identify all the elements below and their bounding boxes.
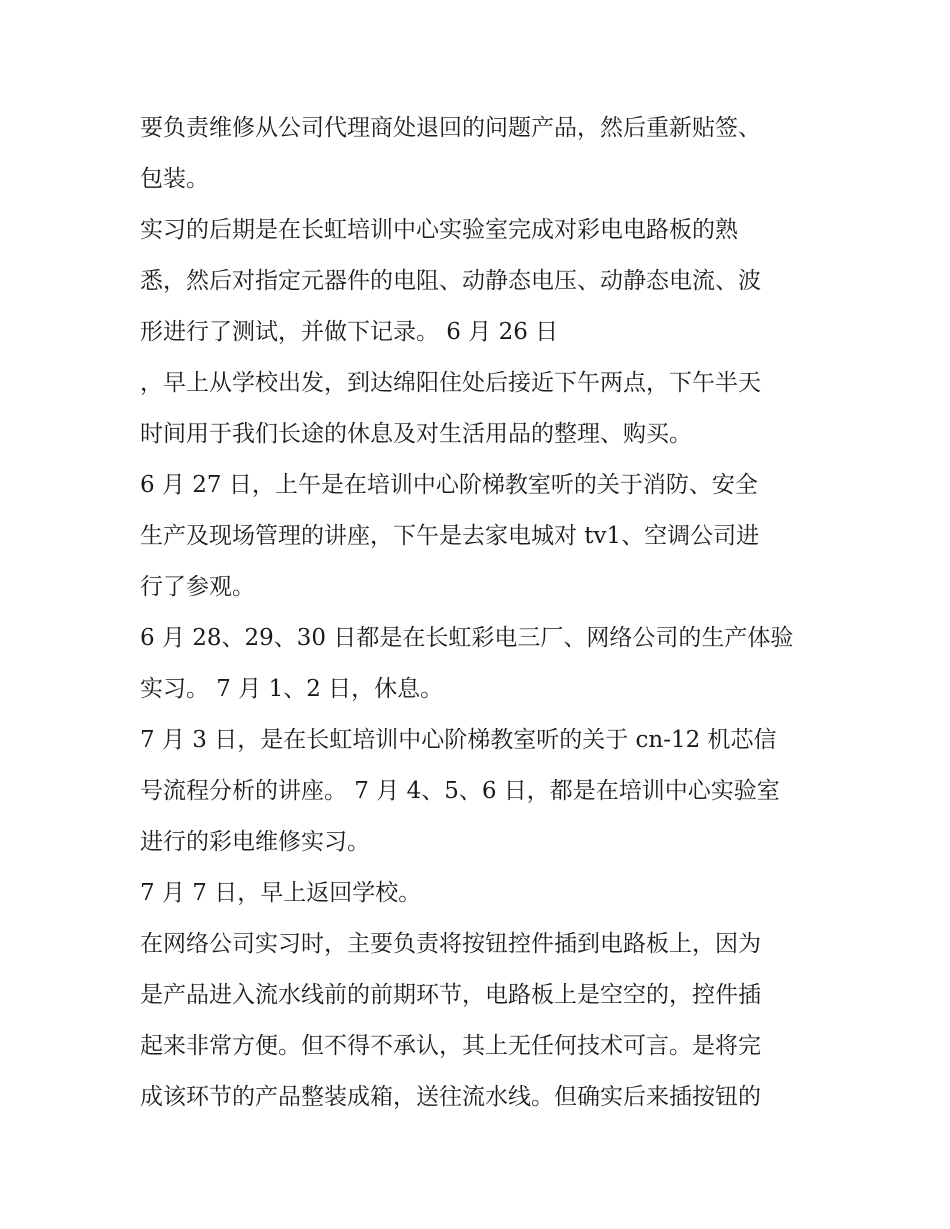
text-line-6: ，早上从学校出发，到达绵阳住处后接近下午两点，下午半天 [140, 370, 761, 396]
text-line-17: 在网络公司实习时，主要负责将按钮控件插到电路板上，因为 [140, 931, 761, 957]
text-line-10: 行了参观。 [140, 574, 255, 600]
text-line-14: 号流程分析的讲座。 7 月 4、5、6 日，都是在培训中心实验室 [140, 778, 780, 804]
text-line-20: 成该环节的产品整装成箱，送往流水线。但确实后来插按钮的 [140, 1084, 761, 1110]
text-line-7: 时间用于我们长途的休息及对生活用品的整理、购买。 [140, 421, 692, 447]
text-line-3: 实习的后期是在长虹培训中心实验室完成对彩电电路板的熟 [140, 217, 738, 243]
text-line-16: 7 月 7 日，早上返回学校。 [140, 880, 422, 906]
text-line-2: 包装。 [140, 166, 209, 192]
text-line-12: 实习。 7 月 1、2 日，休息。 [140, 676, 444, 702]
body-text [140, 103, 830, 1123]
text-line-8: 6 月 27 日，上午是在培训中心阶梯教室听的关于消防、安全 [140, 472, 758, 498]
text-line-9: 生产及现场管理的讲座，下午是去家电城对 tv1、空调公司进 [140, 523, 760, 549]
text-line-5: 形进行了测试，并做下记录。 6 月 26 日 [140, 319, 559, 345]
text-line-19: 起来非常方便。但不得不承认，其上无任何技术可言。是将完 [140, 1033, 761, 1059]
text-line-1: 要负责维修从公司代理商处退回的问题产品，然后重新贴签、 [140, 115, 761, 141]
text-line-18: 是产品进入流水线前的前期环节，电路板上是空空的，控件插 [140, 982, 761, 1008]
text-line-13: 7 月 3 日，是在长虹培训中心阶梯教室听的关于 cn-12 机芯信 [140, 727, 777, 753]
text-line-15: 进行的彩电维修实习。 [140, 829, 370, 855]
text-line-4: 悉，然后对指定元器件的电阻、动静态电压、动静态电流、波 [140, 268, 761, 294]
text-line-11: 6 月 28、29、30 日都是在长虹彩电三厂、网络公司的生产体验 [140, 625, 794, 651]
